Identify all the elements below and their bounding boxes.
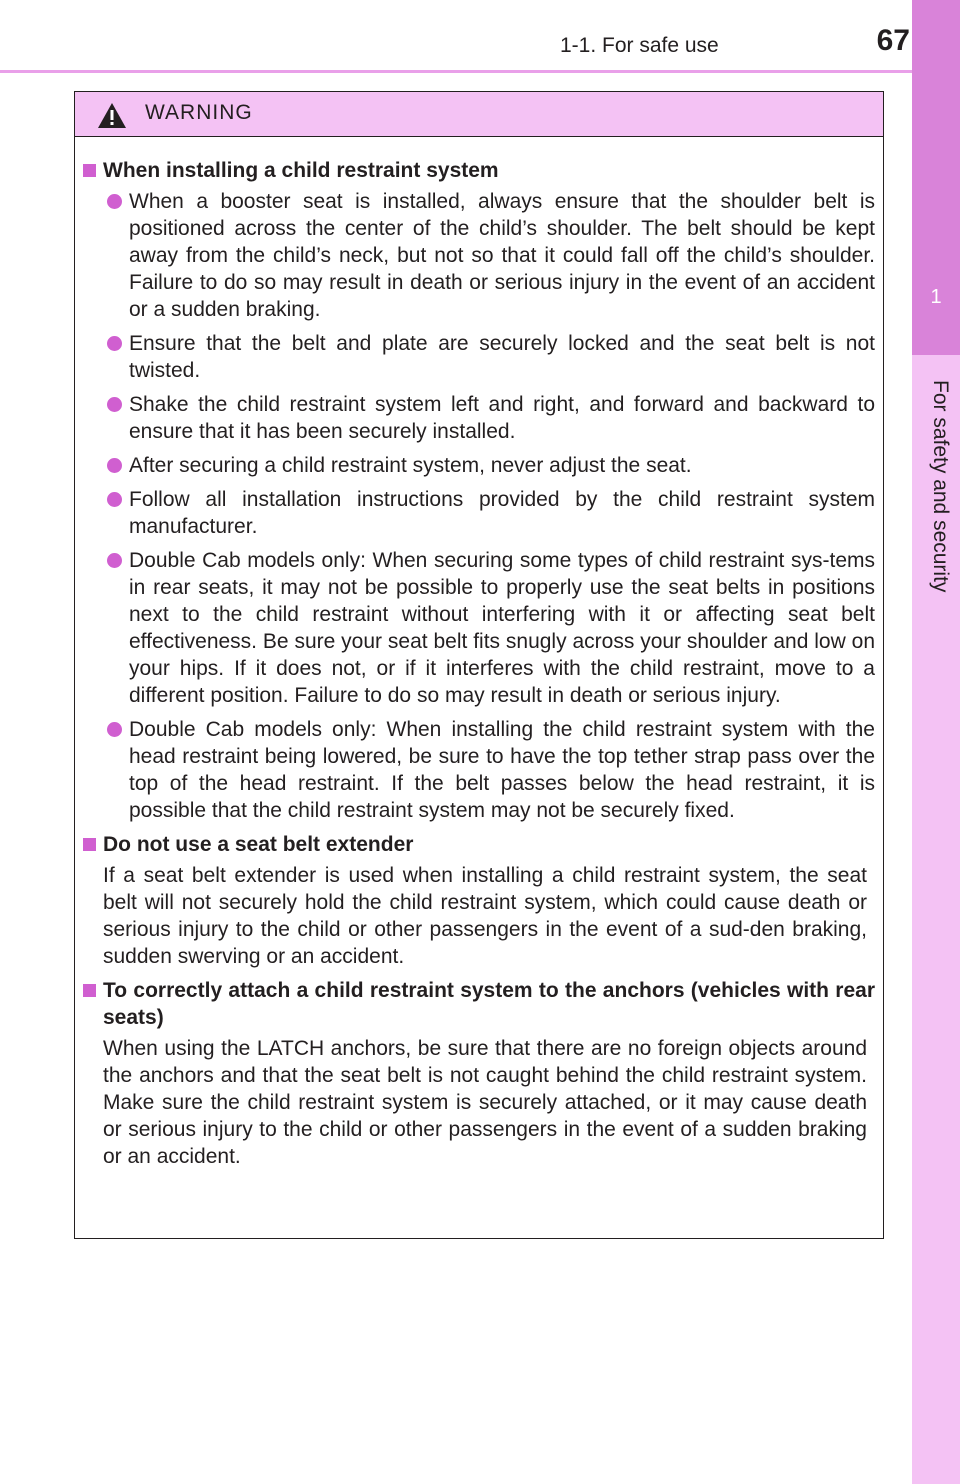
chapter-number: 1 <box>930 286 942 308</box>
circle-bullet-icon <box>107 553 122 568</box>
circle-bullet-icon <box>107 722 122 737</box>
header-rule <box>0 70 912 73</box>
list-item-text: Follow all installation instructions provided by the child restraint system manufacturer. <box>129 488 875 538</box>
list-item-text: Double Cab models only: When installing the child restraint system with the head restraint being lowered, be sure to have the top tether strap pass over the top of the head restraint. If the belt passes below the head restraint, it is possible that the child restraint system may not be securely fixed. <box>129 718 875 822</box>
section-heading-text: When installing a child restraint system <box>103 159 499 182</box>
list-item <box>83 486 875 540</box>
circle-bullet-icon <box>107 458 122 473</box>
list-item <box>83 330 875 384</box>
warning-body <box>75 137 883 1170</box>
chapter-tab <box>912 0 960 355</box>
square-bullet-icon <box>83 838 96 851</box>
list-item-text: When a booster seat is installed, always ensure that the shoulder belt is positioned across the center of the child’s shoulder. The belt should be kept away from the child’s neck, but not so that it could fall off the child’s shoulder. Failure to do so may result in death or serious injury in the event of an accident or a sudden braking. <box>129 190 875 321</box>
section-heading <box>83 977 875 1031</box>
section-heading <box>83 831 875 858</box>
section-heading-text: To correctly attach a child restraint system to the anchors (vehicles with rear seats) <box>103 979 875 1029</box>
warning-header <box>75 92 883 137</box>
circle-bullet-icon <box>107 336 122 351</box>
list-item-text: Ensure that the belt and plate are securely locked and the seat belt is not twisted. <box>129 332 875 382</box>
list-item <box>83 391 875 445</box>
page-number: 67 <box>876 24 910 57</box>
warning-title: WARNING <box>145 101 253 124</box>
section-paragraph: If a seat belt extender is used when installing a child restraint system, the seat belt will not securely hold the child restraint system, which could cause death or serious injury to the child or other passengers in the event of a sud-den braking, sudden swerving or an accident. <box>103 864 867 968</box>
section-paragraph: When using the LATCH anchors, be sure that there are no foreign objects around the anchors and that the seat belt is not caught behind the child restraint system. Make sure the child restraint system is securely attached, or it may cause death or serious injury to the child or other passengers in the event of a sudden braking or an accident. <box>103 1037 867 1168</box>
list-item-text: Shake the child restraint system left and right, and forward and backward to ensure that it has been securely installed. <box>129 393 875 443</box>
square-bullet-icon <box>83 984 96 997</box>
section-title: 1-1. For safe use <box>560 34 719 57</box>
chapter-title: For safety and security <box>929 380 952 593</box>
circle-bullet-icon <box>107 397 122 412</box>
list-item <box>83 452 875 479</box>
circle-bullet-icon <box>107 194 122 209</box>
list-item <box>83 547 875 709</box>
list-item-text: After securing a child restraint system, never adjust the seat. <box>129 454 692 477</box>
square-bullet-icon <box>83 164 96 177</box>
warning-triangle-icon <box>97 102 127 129</box>
list-item <box>83 716 875 824</box>
list-item-text: Double Cab models only: When securing some types of child restraint sys-tems in rear seats, it may not be possible to properly use the seat belts in positions next to the child restraint without interfering with it or affecting seat belt effectiveness. Be sure your seat belt fits snugly across your shoulder and low on your hips. If it does not, or if it interferes with the child restraint, move to a different position. Failure to do so may result in death or serious injury. <box>129 549 875 707</box>
list-item <box>83 188 875 323</box>
warning-box <box>74 91 884 1239</box>
circle-bullet-icon <box>107 492 122 507</box>
section-heading <box>83 157 875 184</box>
section-heading-text: Do not use a seat belt extender <box>103 833 414 856</box>
